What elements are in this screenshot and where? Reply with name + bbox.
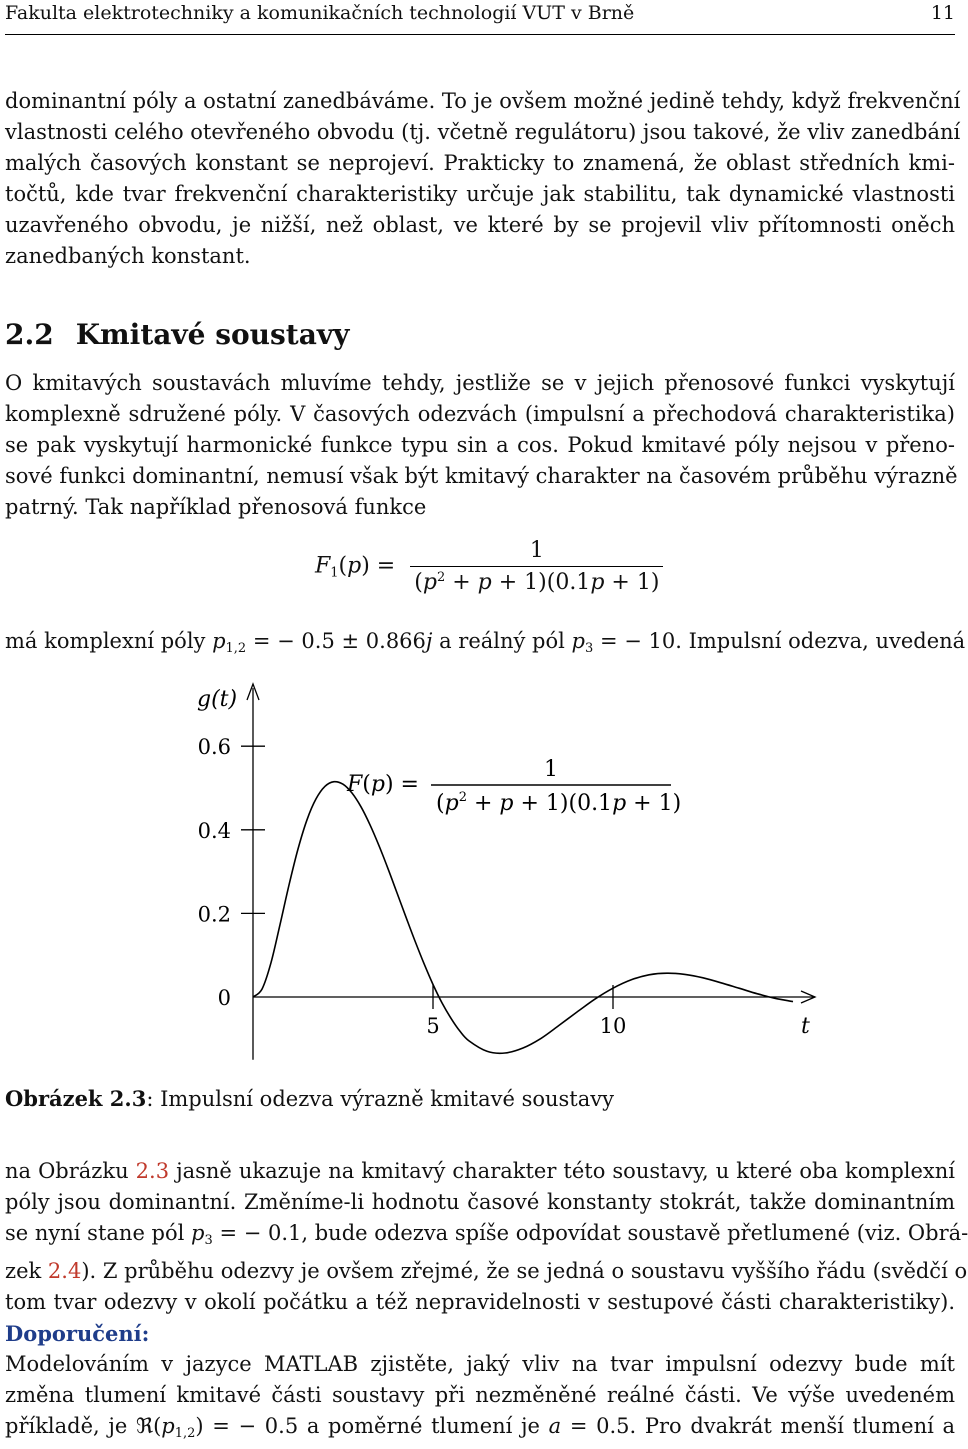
text-fragment: a reálný pól [432,629,572,653]
annotation-lhs: F(p) = [347,772,419,797]
text-line: dominantní póly a ostatní zanedbáváme. To je ovšem možné jedině tehdy, když frekvenční [5,89,961,113]
text-fragment: příkladě, je ℜ( [5,1414,162,1438]
eq-fraction [410,538,663,595]
text-line: O kmitavých soustavách mluvíme tehdy, jestliže se v jejich přenosové funkci vyskytují [5,371,955,395]
eq-argument: (p) = [338,553,396,579]
page-number: 11 [930,2,955,24]
intro-paragraph [5,86,961,272]
text-line: komplexně sdružené póly. V časových odezvách (impulsní a přechodová charakteristika) [5,402,955,426]
imag-unit: j [425,629,433,653]
section-heading [5,318,349,351]
text-fragment: má komplexní póly [5,629,213,653]
text-line: uzavřeného obvodu, je nižší, než oblast, ve které by se projevil vliv přítomnosti oněch [5,213,955,237]
caption-label: Obrázek 2.3 [5,1086,147,1111]
text-fragment: = 0.5. Pro dvakrát menší tlumení a [561,1414,956,1438]
text-line: Modelováním v jazyce MATLAB zjistěte, jaký vliv na tvar impulsní odezvy bude mít [5,1352,955,1376]
header-faculty: Fakulta elektrotechniky a komunikačních technologií VUT v Brně [5,2,635,24]
y-tick-label: 0.6 [197,735,231,760]
response-curve [253,782,793,1054]
text-line: póly jsou dominantní. Změníme-li hodnotu časové konstanty stokrát, takže dominantním [5,1190,955,1214]
text-line: sové funkci dominantní, nemusí však být kmitavý charakter na časovém průběhu výrazně [5,464,958,488]
text-line [5,1218,968,1256]
pole-subscript: 3 [585,641,594,656]
x-tick-label: 5 [426,1014,440,1038]
y-tick-label: 0.4 [197,818,231,843]
caption-text: : Impulsní odezva výrazně kmitavé soustavy [146,1087,614,1111]
pole-symbol: p [571,629,585,653]
recommendation-heading: Doporučení: [5,1321,150,1346]
y-axis-label: g(t) [197,687,238,712]
text-fragment: ). Z průběhu odezvy je ovšem zřejmé, že se jedná o soustavu vyššího řádu (svědčí o [81,1259,968,1283]
pole-symbol: p [161,1414,175,1438]
pole-symbol: p [212,629,226,653]
damping-symbol: a [548,1414,562,1438]
eq-numerator: 1 [410,538,663,567]
annotation-denominator: $(p^2 + p + 1)(0.1p + 1)$ [436,790,682,816]
section-number: 2.2 [5,318,54,351]
running-header [5,0,955,35]
poles-paragraph [5,626,966,664]
text-fragment: = − 10. Impulsní odezva, uvedená [593,629,966,653]
x-axis-label: t [801,1014,810,1039]
text-line: malých časových konstant se neprojeví. Prakticky to znamená, že oblast středních kmi- [5,151,955,175]
y-tick-label: 0.2 [197,902,231,927]
pole-subscript: 1,2 [174,1426,196,1441]
text-line: tom tvar odezvy v okolí počátku a též nepravidelnosti v sestupové části charakteristiky). [5,1290,955,1314]
chart-annotation [346,757,681,816]
pole-subscript: 3 [204,1233,213,1248]
x-tick-label: 10 [599,1014,627,1038]
poles-line [5,626,966,664]
text-line: vlastnosti celého otevřeného obvodu (tj. včetně regulátoru) jsou takové, že vliv zanedbání [5,120,961,144]
text-line: změna tlumení kmitavé části soustavy při nezměněné reálné části. Ve výše uvedeném [5,1383,955,1407]
figure-caption [5,1086,614,1111]
text-fragment: ) = − 0.5 a poměrné tlumení je [195,1414,549,1438]
eq-denominator: $(p^2 + p + 1)(0.1p + 1)$ [414,570,660,595]
text-fragment: = − 0.5 ± 0.866 [246,629,426,653]
eq-symbol-F: F [315,553,331,579]
chart-axes [197,684,815,1060]
discussion-paragraph [5,1156,968,1449]
annotation-numerator: 1 [544,757,558,782]
text-line [5,1256,968,1287]
text-line [5,1411,955,1449]
text-line: zanedbaných konstant. [5,244,251,268]
y-tick-label: 0 [217,986,231,1010]
text-fragment: jasně ukazuje na kmitavý charakter této soustavy, u které oba komplexní [169,1159,955,1183]
figure-link[interactable]: 2.3 [135,1159,170,1183]
eq-subscript: 1 [330,565,339,581]
text-fragment: zek [5,1259,48,1283]
pole-symbol: p [191,1221,205,1245]
text-line [5,1156,955,1187]
impulse-response-chart [5,670,810,1070]
text-fragment: se nyní stane pól [5,1221,192,1245]
section-paragraph [5,368,958,523]
text-fragment: na Obrázku [5,1159,136,1183]
figure-link[interactable]: 2.4 [47,1259,82,1283]
text-fragment: = − 0.1, bude odezva spíše odpovídat soustavě přetlumené (viz. Obrá- [212,1221,968,1245]
section-title: Kmitavé soustavy [75,318,350,351]
pole-subscript: 1,2 [225,641,247,656]
text-line: patrný. Tak například přenosová funkce [5,495,427,519]
text-line: točtů, kde tvar frekvenční charakteristiky určuje jak stabilitu, tak dynamické vlastnosti [5,182,955,206]
transfer-function-equation [315,538,663,595]
text-line: se pak vyskytují harmonické funkce typu sin a cos. Pokud kmitavé póly nejsou v přeno- [5,433,955,457]
